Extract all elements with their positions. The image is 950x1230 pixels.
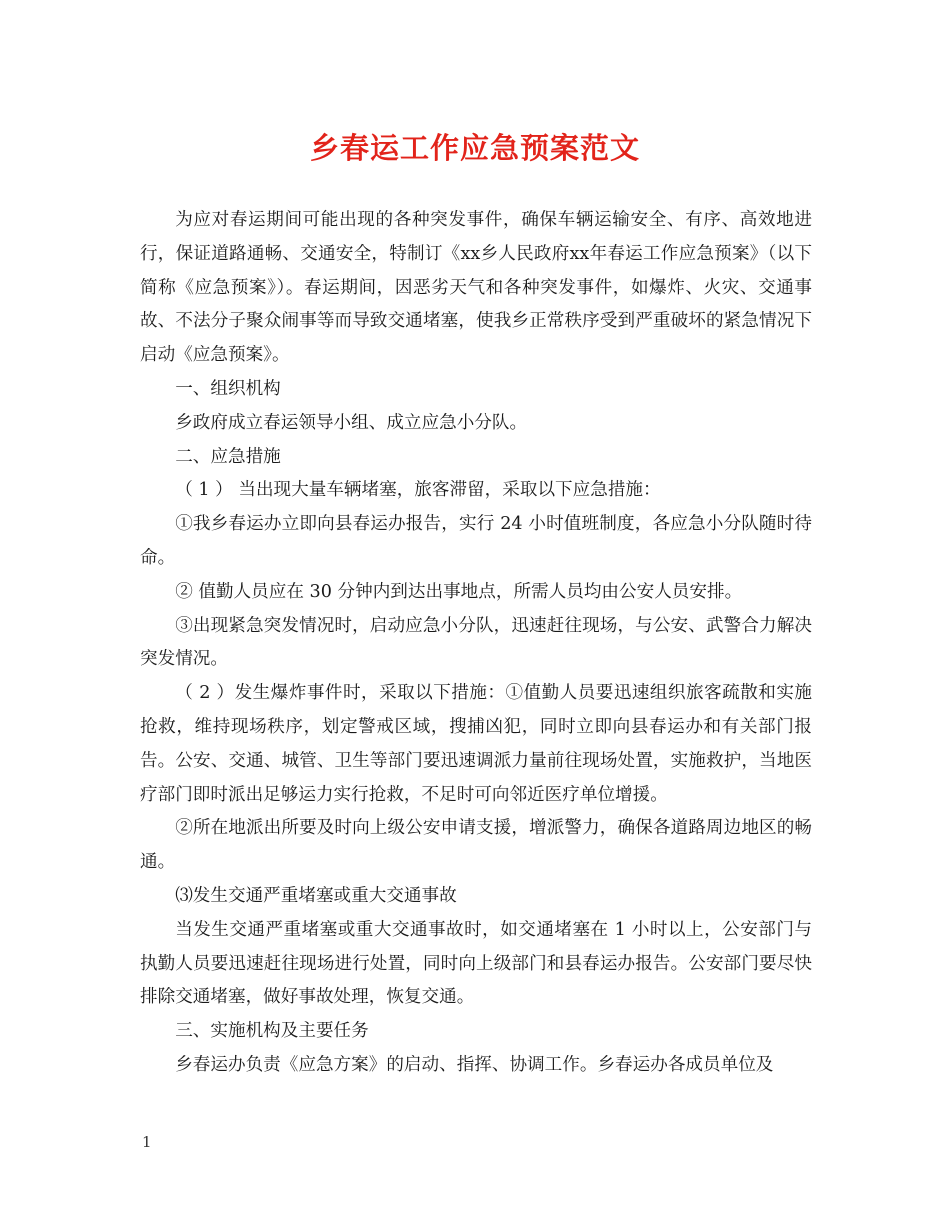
heading-implementation: 三、实施机构及主要任务	[175, 1021, 369, 1042]
paragraph-measure-1-item-1: ①我乡春运办立即向县春运办报告，实行 24 小时值班制度，各应急小分队随时待命。	[140, 514, 812, 568]
paragraph-measure-2: （ 2 ）发生爆炸事件时，采取以下措施：①值勤人员要迅速组织旅客疏散和实施抢救，维持现场秩序，划定警戒区域，搜捕凶犯，同时立即向县春运办和有关部门报告。公安、交通、城管、卫生等部门要迅速调派力量前往现场处置，实施救护，当地医疗部门即时派出足够运力实行抢救，不足时可向邻近医疗单位增援。	[140, 683, 812, 805]
paragraph-measure-1-item-2: ② 值勤人员应在 30 分钟内到达出事地点，所需人员均由公安人员安排。	[175, 581, 743, 602]
heading-emergency-measures: 二、应急措施	[175, 446, 281, 467]
heading-organization: 一、组织机构	[175, 378, 281, 399]
paragraph-measure-2-item-2: ②所在地派出所要及时向上级公安申请支援，增派警力，确保各道路周边地区的畅通。	[140, 818, 812, 873]
paragraph-measure-3-heading: ⑶发生交通严重堵塞或重大交通事故	[175, 885, 457, 906]
document-title: 乡春运工作应急预案范文	[309, 131, 640, 165]
paragraph-measure-1: （ 1 ） 当出现大量车辆堵塞，旅客滞留，采取以下应急措施：	[175, 480, 661, 501]
paragraph-intro: 为应对春运期间可能出现的各种突发事件，确保车辆运输安全、有序、高效地进行，保证道路通畅、交通安全，特制订《xx乡人民政府xx年春运工作应急预案》（以下简称《应急预案》）。春运期间，因恶劣天气和各种突发事件，如爆炸、火灾、交通事故、不法分子聚众闹事等而导致交通堵塞，使我乡正常秩序受到严重破坏的紧急情况下启动《应急预案》。	[140, 210, 812, 366]
paragraph-implementation: 乡春运办负责《应急方案》的启动、指挥、协调工作。乡春运办各成员单位及	[175, 1054, 774, 1075]
document-body	[140, 204, 812, 1083]
paragraph-measure-1-item-3: ③出现紧急突发情况时，启动应急小分队，迅速赶往现场，与公安、武警合力解决突发情况。	[140, 615, 812, 670]
paragraph-organization: 乡政府成立春运领导小组、成立应急小分队。	[175, 412, 528, 433]
paragraph-measure-3: 当发生交通严重堵塞或重大交通事故时，如交通堵塞在 1 小时以上，公安部门与执勤人员要迅速赶往现场进行处置，同时向上级部门和县春运办报告。公安部门要尽快排除交通堵塞，做好事故处理，恢复交通。	[140, 919, 812, 1008]
page-number: 1	[142, 1133, 152, 1151]
